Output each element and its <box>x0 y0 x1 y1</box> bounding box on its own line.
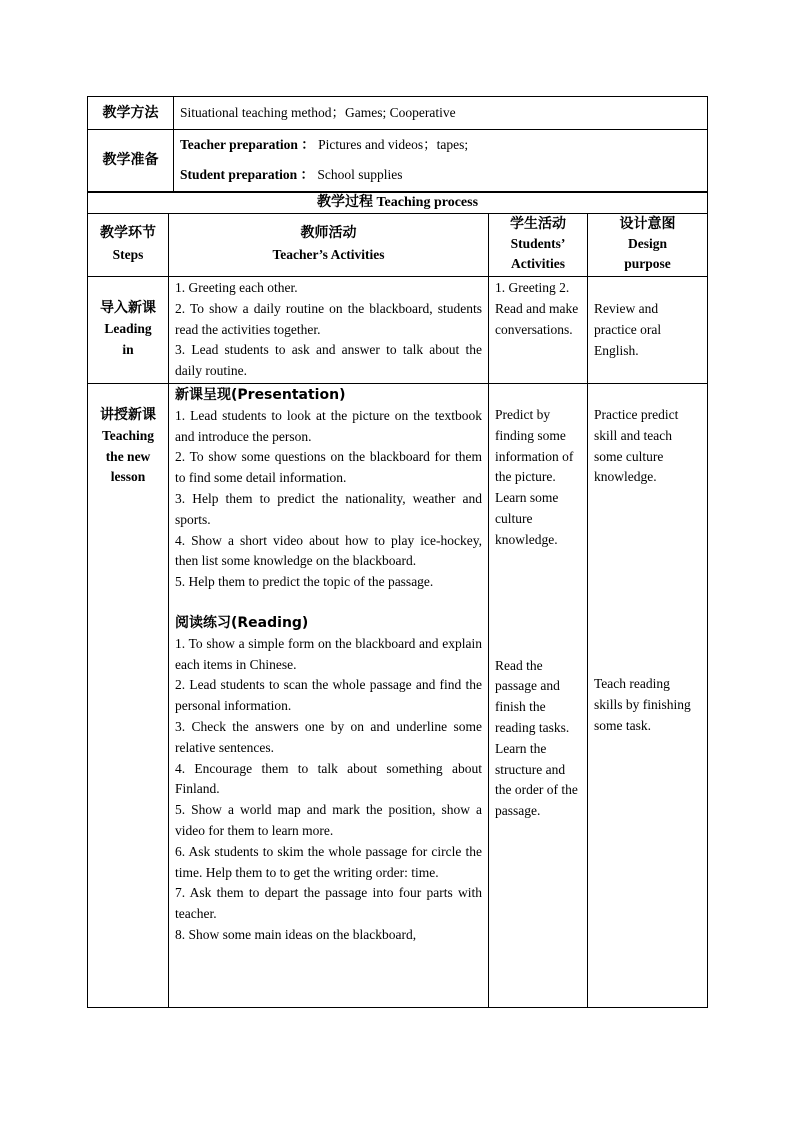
prep-label: 教学准备 <box>88 130 174 192</box>
presentation-item: 4. Show a short video about how to play ice-hockey, then list some knowledge on the blackboard. <box>175 532 482 569</box>
student-prep-line <box>180 160 701 190</box>
new-lesson-step-en3: lesson <box>110 469 146 485</box>
students-header <box>489 214 588 277</box>
new-lesson-students <box>489 383 588 1007</box>
design-header <box>588 214 708 277</box>
teacher-prep-label: Teacher preparation ： <box>180 137 315 152</box>
design-header-en1: Design <box>628 236 668 251</box>
student-prep-label: Student preparation ： <box>180 167 315 182</box>
presentation-item: 2. To show some questions on the blackboard for them to find some detail information. <box>175 449 482 486</box>
leading-step-en2: in <box>122 341 134 357</box>
reading-item: 8. Show some main ideas on the blackboard, <box>175 926 417 942</box>
new-lesson-step-en2: the new <box>105 448 151 464</box>
presentation-item: 3. Help them to predict the nationality, weather and sports. <box>175 490 482 527</box>
leading-teacher-item: 3. Lead students to ask and answer to talk about the daily routine. <box>175 342 482 379</box>
new-lesson-teacher <box>169 383 489 1007</box>
spacer <box>175 593 482 613</box>
teacher-prep-value: Pictures and videos；tapes; <box>318 137 469 152</box>
teacher-prep-line <box>180 130 701 160</box>
leading-teacher-item: 1. Greeting each other. <box>175 280 298 295</box>
student-prep-value: School supplies <box>317 167 403 182</box>
reading-students: Read the passage and finish the reading tasks. Learn the structure and the order of the passage. <box>495 657 578 819</box>
leading-teacher-item: 2. To show a daily routine on the blackboard, students read the activities together. <box>175 300 482 337</box>
students-header-en1: Students’ <box>510 236 566 251</box>
new-lesson-step-cn: 讲授新课 <box>100 406 156 423</box>
new-lesson-step <box>88 383 169 1007</box>
reading-item: 7. Ask them to depart the passage into four parts with teacher. <box>175 885 482 922</box>
process-table <box>87 192 708 1008</box>
new-lesson-step-en1: Teaching <box>101 427 155 443</box>
reading-item: 4. Encourage them to talk about something about Finland. <box>175 760 482 797</box>
leading-students: 1. Greeting 2. Read and make conversations. <box>489 277 588 384</box>
presentation-students: Predict by finding some information of the picture. Learn some culture knowledge. <box>495 406 574 547</box>
leading-step <box>88 277 169 384</box>
reading-item: 6. Ask students to skim the whole passage for circle the time. Help them to to get the writing order: time. <box>175 843 482 880</box>
method-value: Situational teaching method；Games; Cooperative <box>174 97 708 130</box>
spacer <box>594 488 701 674</box>
teacher-header <box>169 214 489 277</box>
method-label: 教学方法 <box>88 97 174 130</box>
design-header-cn: 设计意图 <box>619 216 676 232</box>
leading-design: Review and practice oral English. <box>588 277 708 384</box>
leading-teacher <box>169 277 489 384</box>
reading-item: 3. Check the answers one by on and underline some relative sentences. <box>175 718 482 755</box>
presentation-item: 1. Lead students to look at the picture on the textbook and introduce the person. <box>175 407 482 444</box>
leading-step-cn: 导入新课 <box>100 300 156 316</box>
new-lesson-design <box>588 383 708 1007</box>
spacer <box>495 551 581 656</box>
reading-design: Teach reading skills by finishing some task. <box>594 676 691 733</box>
design-header-en2: purpose <box>624 256 671 271</box>
teacher-header-cn: 教师活动 <box>300 225 357 241</box>
reading-item: 5. Show a world map and mark the position, show a video for them to learn more. <box>175 802 482 838</box>
presentation-title: 新课呈现(Presentation) <box>175 386 346 403</box>
students-header-en2: Activities <box>511 256 565 271</box>
info-table <box>87 96 708 192</box>
steps-header-en: Steps <box>112 247 144 262</box>
students-header-cn: 学生活动 <box>510 216 566 232</box>
process-title: 教学过程 Teaching process <box>88 193 708 214</box>
steps-header <box>88 214 169 277</box>
leading-step-en1: Leading <box>104 320 152 336</box>
steps-header-cn: 教学环节 <box>100 225 156 241</box>
reading-title: 阅读练习(Reading) <box>175 614 309 631</box>
prep-cell <box>174 130 708 192</box>
reading-item: 1. To show a simple form on the blackboard and explain each items in Chinese. <box>175 635 482 672</box>
presentation-design: Practice predict skill and teach some culture knowledge. <box>594 406 679 485</box>
teacher-header-en: Teacher’s Activities <box>272 247 385 262</box>
reading-item: 2. Lead students to scan the whole passage and find the personal information. <box>175 677 482 714</box>
presentation-item: 5. Help them to predict the topic of the passage. <box>175 574 434 590</box>
